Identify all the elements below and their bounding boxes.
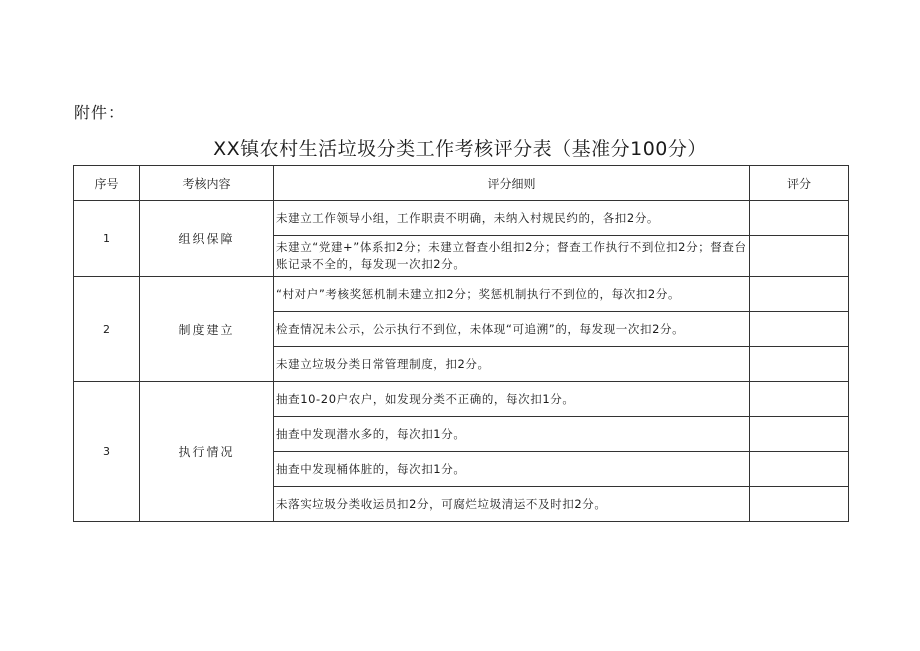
score-cell[interactable] <box>750 277 849 312</box>
score-cell[interactable] <box>750 347 849 382</box>
attachment-label: 附件： <box>74 103 126 122</box>
row-number: 2 <box>74 277 140 382</box>
rule-text: 抽查中发现潜水多的，每次扣1分。 <box>274 417 750 452</box>
table-row <box>74 382 849 417</box>
rule-text: “村对户”考核奖惩机制未建立扣2分；奖惩机制执行不到位的，每次扣2分。 <box>274 277 750 312</box>
rule-text: 检查情况未公示，公示执行不到位，未体现“可追溯”的，每发现一次扣2分。 <box>274 312 750 347</box>
row-number: 1 <box>74 201 140 277</box>
score-cell[interactable] <box>750 487 849 522</box>
rule-text: 未落实垃圾分类收运员扣2分，可腐烂垃圾清运不及时扣2分。 <box>274 487 750 522</box>
header-no: 序号 <box>74 166 140 201</box>
score-cell[interactable] <box>750 236 849 277</box>
document-title: XX镇农村生活垃圾分类工作考核评分表（基准分100分） <box>213 138 707 160</box>
row-category: 组织保障 <box>140 201 274 277</box>
score-cell[interactable] <box>750 382 849 417</box>
table-header-row <box>74 166 849 201</box>
table-row <box>74 201 849 236</box>
rule-text: 未建立工作领导小组，工作职责不明确，未纳入村规民约的，各扣2分。 <box>274 201 750 236</box>
score-cell[interactable] <box>750 312 849 347</box>
row-category: 制度建立 <box>140 277 274 382</box>
row-category: 执行情况 <box>140 382 274 522</box>
rule-text: 未建立“党建+”体系扣2分；未建立督查小组扣2分；督查工作执行不到位扣2分；督查台账记录不全的，每发现一次扣2分。 <box>274 236 750 277</box>
scoring-table <box>73 165 849 522</box>
rule-text: 抽查10-20户农户，如发现分类不正确的，每次扣1分。 <box>274 382 750 417</box>
score-cell[interactable] <box>750 417 849 452</box>
row-number: 3 <box>74 382 140 522</box>
rule-text: 抽查中发现桶体脏的，每次扣1分。 <box>274 452 750 487</box>
score-cell[interactable] <box>750 201 849 236</box>
score-cell[interactable] <box>750 452 849 487</box>
table-row <box>74 277 849 312</box>
rule-text: 未建立垃圾分类日常管理制度，扣2分。 <box>274 347 750 382</box>
header-score: 评分 <box>750 166 849 201</box>
header-content: 考核内容 <box>140 166 274 201</box>
header-rules: 评分细则 <box>274 166 750 201</box>
